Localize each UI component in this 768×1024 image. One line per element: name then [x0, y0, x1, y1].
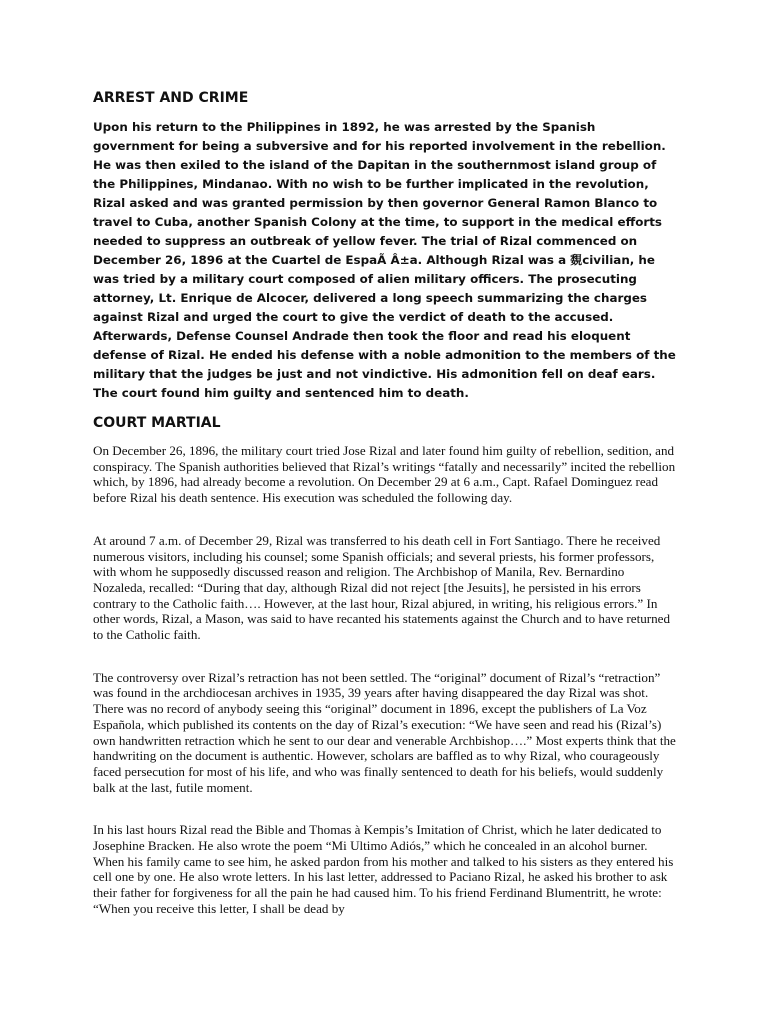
- paragraph-arrest-and-crime: Upon his return to the Philippines in 1892, he was arrested by the Spanish government for being a subversive and for his reported involvement in the rebellion. He was then exiled to the island of the Dapitan in the southernmost island group of the Philippines, Mindanao. With no wish to be further implicated in the revolution, Rizal asked and was granted permission by then governor General Ramon Blanco to travel to Cuba, another Spanish Colony at the time, to support in the medical efforts needed to suppress an outbreak of yellow fever. The trial of Rizal commenced on December 26, 1896 at the Cuartel de EspaÃ Â±a. Although Rizal was a 覣civilian, he was tried by a military court composed of alien military officers. The prosecuting attorney, Lt. Enrique de Alcocer, delivered a long speech summarizing the charges against Rizal and urged the court to give the verdict of death to the accused. Afterwards, Defense Counsel Andrade then took the floor and read his eloquent defense of Rizal. He ended his defense with a noble admonition to the members of the military that the judges be just and not vindictive. His admonition fell on deaf ears. The court found him guilty and sentenced him to death.: [93, 120, 676, 400]
- paragraph-court-martial-2: At around 7 a.m. of December 29, Rizal was transferred to his death cell in Fort Santiago. There he received numerous visitors, including his counsel; some Spanish officials; and several priests, his former professors, with whom he supposedly discussed reason and religion. The Archbishop of Manila, Rev. Bernardino Nozaleda, recalled: “During that day, although Rizal did not reject [the Jesuits], he persisted in his errors contrary to the Catholic faith…. However, at the last hour, Rizal abjured, in writing, his religious errors.” In other words, Rizal, a Mason, was said to have recanted his statements against the Church and to have returned to the Catholic faith.: [93, 532, 671, 643]
- paragraph-court-martial-1: On December 26, 1896, the military court tried Jose Rizal and later found him guilty of rebellion, sedition, and conspiracy. The Spanish authorities believed that Rizal’s writings “fatally and necessarily” incited the rebellion which, by 1896, had already become a revolution. On December 29 at 6 a.m., Capt. Rafael Dominguez read before Rizal his death sentence. His execution was scheduled the following day.: [93, 443, 676, 506]
- section-heading-arrest-and-crime: ARREST AND CRIME: [93, 90, 249, 106]
- section-heading-court-martial: COURT MARTIAL: [93, 415, 221, 431]
- paragraph-court-martial-4: In his last hours Rizal read the Bible and Thomas à Kempis’s Imitation of Christ, which he later dedicated to Josephine Bracken. He also wrote the poem “Mi Ultimo Adiós,” which he concealed in an alcohol burner. When his family came to see him, he asked pardon from his mother and talked to his sisters as they entered his cell one by one. He also wrote letters. In his last letter, addressed to Paciano Rizal, he asked his brother to ask their father for forgiveness for all the pain he had caused him. To his friend Ferdinand Blumentritt, he wrote: “When you receive this letter, I shall be dead by: [93, 822, 674, 916]
- paragraph-court-martial-3: The controversy over Rizal’s retraction has not been settled. The “original” document of Rizal’s “retraction” was found in the archdiocesan archives in 1935, 39 years after having disappeared the day Rizal was shot. There was no record of anybody seeing this “original” document in 1896, except the publishers of La Voz Española, which published its contents on the day of Rizal’s execution: “We have seen and read his (Rizal’s) own handwritten retraction which he sent to our dear and venerable Archbishop….” Most experts think that the handwriting on the document is authentic. However, scholars are baffled as to why Rizal, who courageously faced persecution for most of his life, and who was finally sentenced to death for his beliefs, would suddenly balk at the last, futile moment.: [93, 669, 676, 795]
